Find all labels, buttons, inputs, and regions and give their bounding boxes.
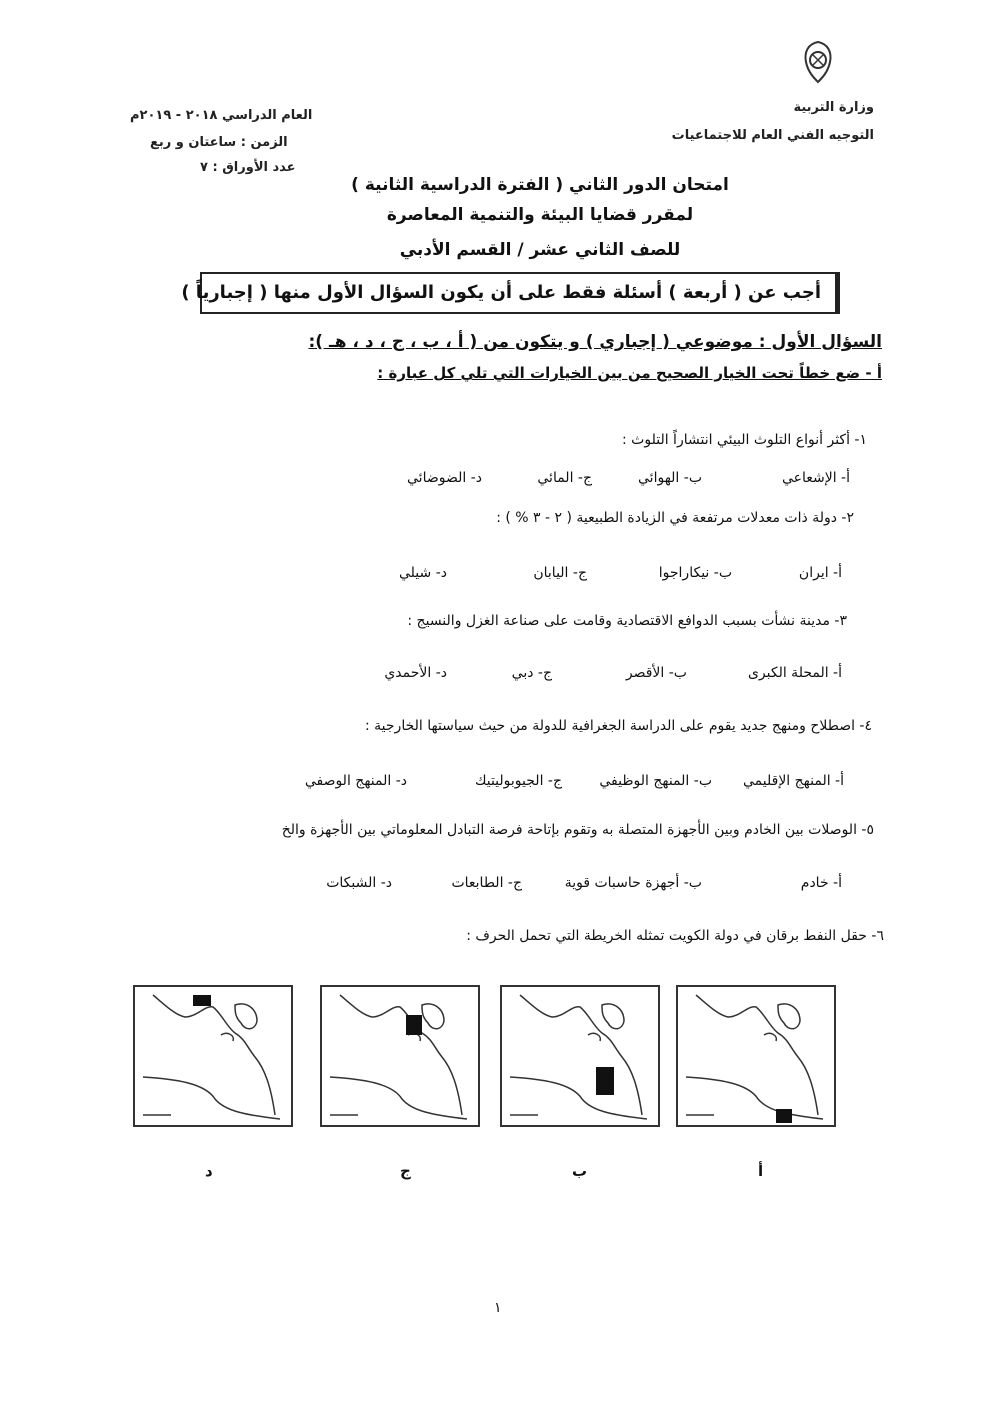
map-b[interactable] bbox=[500, 985, 660, 1127]
kuwait-map-outline-icon bbox=[135, 987, 291, 1125]
kuwait-map-outline-icon bbox=[678, 987, 834, 1125]
q5-option-d[interactable]: د- الشبكات bbox=[326, 875, 392, 891]
q4-option-c[interactable]: ج- الجيوبوليتيك bbox=[474, 773, 562, 789]
q2-option-b[interactable]: ب- نيكاراجوا bbox=[658, 565, 732, 581]
q3-option-d[interactable]: د- الأحمدي bbox=[384, 665, 447, 681]
course-title: لمقرر قضايا البيئة والتنمية المعاصرة bbox=[386, 205, 694, 225]
map-a[interactable] bbox=[676, 985, 836, 1127]
question-1-stem: ١- أكثر أنواع التلوث البيئي انتشاراً التلوث : bbox=[622, 432, 867, 448]
page-number: ١ bbox=[494, 1300, 502, 1316]
map-d[interactable] bbox=[133, 985, 293, 1127]
instruction-text: أجب عن ( أربعة ) أسئلة فقط على أن يكون السؤال الأول منها ( إجبارياً ) bbox=[181, 282, 821, 303]
q1-option-c[interactable]: ج- المائي bbox=[537, 470, 592, 486]
q2-option-c[interactable]: ج- اليابان bbox=[533, 565, 587, 581]
q1-option-a[interactable]: أ- الإشعاعي bbox=[781, 470, 850, 486]
pages-count: عدد الأوراق : ٧ bbox=[200, 160, 296, 175]
ministry-name: وزارة التربية bbox=[793, 100, 874, 115]
q3-option-b[interactable]: ب- الأقصر bbox=[625, 665, 687, 681]
section-heading: السؤال الأول : موضوعي ( إجباري ) و يتكون من ( أ ، ب ، ج ، د ، هـ ): bbox=[308, 332, 882, 352]
q4-option-b[interactable]: ب- المنهج الوظيفي bbox=[599, 773, 712, 789]
map-label-a: أ bbox=[758, 1162, 764, 1180]
section-sub-heading: أ - ضع خطاً تحت الخيار الصحيح من بين الخيارات التي تلي كل عبارة : bbox=[377, 364, 882, 382]
q4-option-a[interactable]: أ- المنهج الإقليمي bbox=[743, 773, 844, 789]
kuwait-map-outline-icon bbox=[322, 987, 478, 1125]
question-5-stem: ٥- الوصلات بين الخادم وبين الأجهزة المتصلة به وتقوم بإتاحة فرصة التبادل المعلوماتي بين الأجهزة والخ bbox=[281, 822, 874, 838]
q3-option-a[interactable]: أ- المحلة الكبرى bbox=[747, 665, 842, 681]
exam-duration: الزمن : ساعتان و ربع bbox=[150, 135, 288, 150]
q2-option-a[interactable]: أ- ايران bbox=[798, 565, 842, 581]
q1-option-d[interactable]: د- الضوضائي bbox=[407, 470, 482, 486]
q1-option-b[interactable]: ب- الهوائي bbox=[638, 470, 702, 486]
ministry-logo bbox=[800, 40, 836, 84]
exam-title: امتحان الدور الثاني ( الفترة الدراسية الثانية ) bbox=[351, 175, 729, 195]
q3-option-c[interactable]: ج- دبي bbox=[511, 665, 552, 681]
academic-year: العام الدراسي ٢٠١٨ - ٢٠١٩م bbox=[130, 108, 313, 123]
question-3-stem: ٣- مدينة نشأت بسبب الدوافع الاقتصادية وقامت على صناعة الغزل والنسيج : bbox=[407, 613, 847, 629]
q4-option-d[interactable]: د- المنهج الوصفي bbox=[304, 773, 407, 789]
map-label-c: ج bbox=[400, 1162, 411, 1180]
q5-option-a[interactable]: أ- خادم bbox=[800, 875, 842, 891]
map-c[interactable] bbox=[320, 985, 480, 1127]
department-name: التوجيه الفني العام للاجتماعيات bbox=[671, 128, 874, 143]
question-6-stem: ٦- حقل النفط برقان في دولة الكويت تمثله الخريطة التي تحمل الحرف : bbox=[466, 928, 884, 944]
q5-option-b[interactable]: ب- أجهزة حاسبات قوية bbox=[564, 875, 702, 891]
kuwait-map-outline-icon bbox=[502, 987, 658, 1125]
instruction-box bbox=[181, 272, 840, 314]
map-label-d: د bbox=[205, 1162, 213, 1180]
question-2-stem: ٢- دولة ذات معدلات مرتفعة في الزيادة الطبيعية ( ٢ - ٣ % ) : bbox=[496, 510, 854, 526]
question-4-stem: ٤- اصطلاح ومنهج جديد يقوم على الدراسة الجغرافية للدولة من حيث سياستها الخارجية : bbox=[365, 718, 872, 734]
grade-title: للصف الثاني عشر / القسم الأدبي bbox=[399, 240, 681, 260]
q5-option-c[interactable]: ج- الطابعات bbox=[451, 875, 522, 891]
q2-option-d[interactable]: د- شيلي bbox=[399, 565, 447, 581]
map-label-b: ب bbox=[572, 1162, 588, 1180]
